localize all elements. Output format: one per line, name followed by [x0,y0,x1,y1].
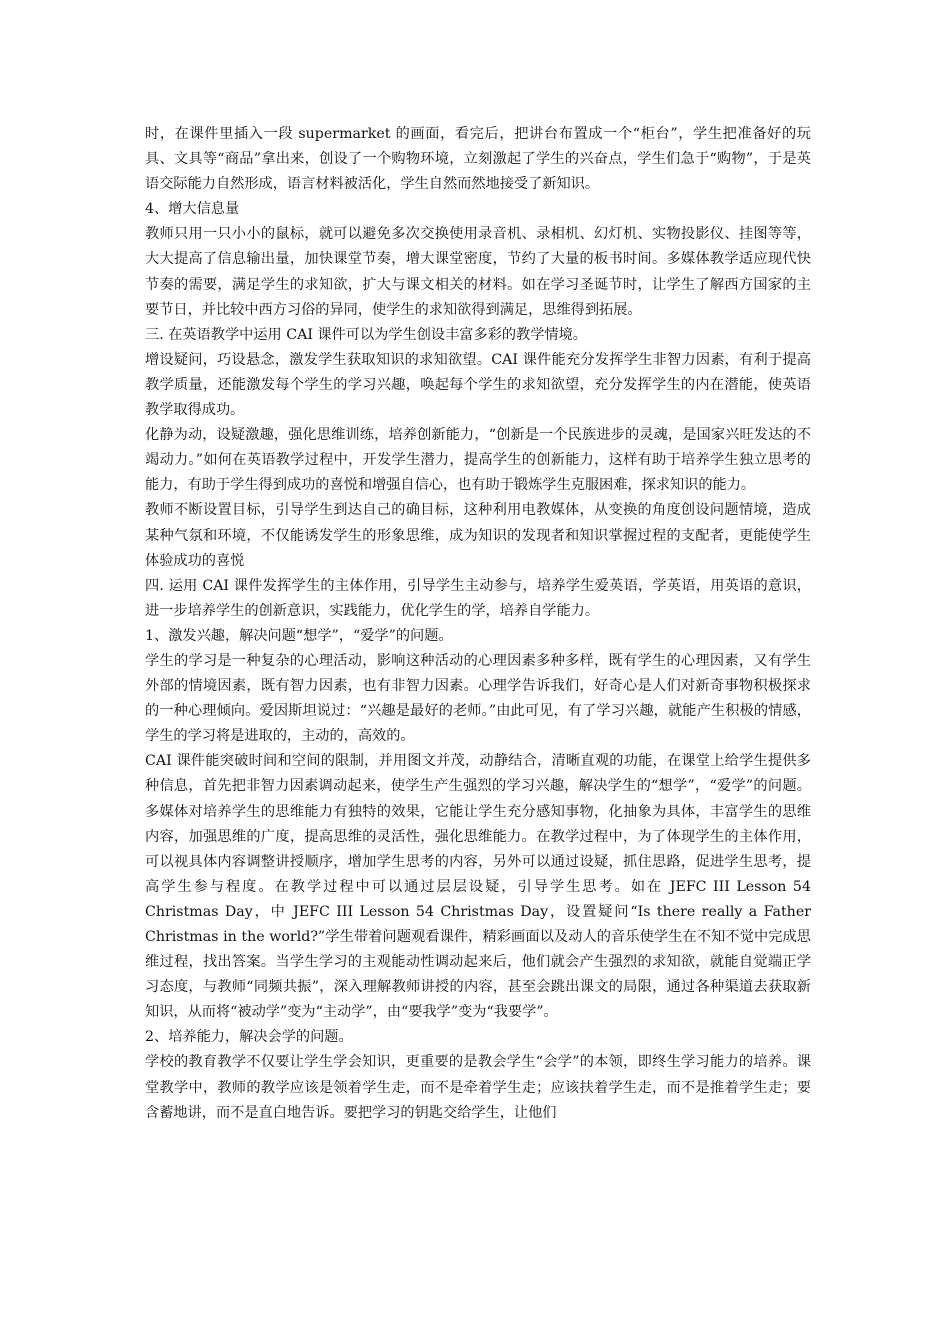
paragraph-static-to-dynamic: 化静为动，设疑激趣，强化思维训练，培养创新能力，“创新是一个民族进步的灵魂，是国家兴旺发达的不竭动力。”如何在英语教学过程中，开发学生潜力，提高学生的创新能力，这样有助于培养学生独立思考的能力，有助于学生得到成功的喜悦和增强自信心，也有助于锻炼学生克服困难，探求知识的能力。 [145,427,811,494]
paragraph-mouse-efficiency: 教师只用一只小小的鼠标，就可以避免多次交换使用录音机、录相机、幻灯机、实物投影仪、挂图等等，大大提高了信息输出量，加快课堂节奏，增大课堂密度，节约了大量的板书时间。多媒体教学适应现代快节奏的需要，满足学生的求知欲，扩大与课文相关的材料。如在学习圣诞节时，让学生了解西方国家的主要节日，并比较中西方习俗的异同，使学生的求知欲得到满足，思维得到拓展。 [145,226,811,318]
paragraph-shopping-scene: 时，在课件里插入一段 supermarket 的画面，看完后，把讲台布置成一个“柜台”，学生把准备好的玩具、文具等“商品”拿出来，创设了一个购物环境，立刻激起了学生的兴奋点，学生们急于“购物”，于是英语交际能力自然形成，语言材料被活化，学生自然而然地接受了新知识。 [145,126,811,193]
heading-stimulate-interest: 1、激发兴趣，解决问题“想学”，“爱学”的问题。 [145,627,453,644]
paragraph-questions-suspense: 增设疑问，巧设悬念，激发学生获取知识的求知欲望。CAI 课件能充分发挥学生非智力因素，有利于提高教学质量，还能激发每个学生的学习兴趣，唤起每个学生的求知欲望，充分发挥学生的内在潜能，使英语教学取得成功。 [145,351,811,419]
paragraph-set-goals: 教师不断设置目标，引导学生到达自己的确目标，这种利用电教媒体，从变换的角度创设问题情境，造成某种气氛和环境，不仅能诱发学生的形象思维，成为知识的发现者和知识掌握过程的支配者，更能使学生体验成功的喜悦 [145,502,811,569]
paragraph-cai-courseware: CAI 课件能突破时间和空间的限制，并用图文并茂，动静结合，清晰直观的功能，在课堂上给学生提供多种信息，首先把非智力因素调动起来，使学生产生强烈的学习兴趣，解决学生的“想学”，“爱学”的问题。多媒体对培养学生的思维能力有独特的效果，它能让学生充分感知事物，化抽象为具体，丰富学生的思维内容，加强思维的广度，提高思维的灵活性，强化思维能力。在教学过程中，为了体现学生的主体作用，可以视具体内容调整讲授顺序，增加学生思考的内容，另外可以通过设疑，抓住思路，促进学生思考，提高学生参与程度。在教学过程中可以通过层层设疑，引导学生思考。如在 JEFC III Lesson 54 Christmas Day，中 JEFC III Lesson 54 Christmas Day，设置疑问“Is there really a Father Christmas in the world?”学生带着问题观看课件，精彩画面以及动人的音乐使学生在不知不觉中完成思维过程，找出答案。当学生学习的主观能动性调动起来后，他们就会产生强烈的求知欲，就能自觉端正学习态度，与教师“同频共振”，深入理解教师讲授的内容，甚至会跳出课文的局限，通过各种渠道去获取新知识，从而将“被动学”变为“主动学”，由“要我学”变为“我要学”。 [145,753,811,1021]
document-page [145,122,811,1126]
section-heading-four: 四. 运用 CAI 课件发挥学生的主体作用，引导学生主动参与，培养学生爱英语，学英语，用英语的意识，进一步培养学生的创新意识，实践能力，优化学生的学，培养自学能力。 [145,577,811,619]
section-heading-three: 三. 在英语教学中运用 CAI 课件可以为学生创设丰富多彩的教学情境。 [145,326,587,343]
paragraph-school-education: 学校的教育教学不仅要让学生学会知识，更重要的是教会学生“会学”的本领，即终生学习能力的培养。课堂教学中，教师的教学应该是领着学生走，而不是牵着学生走；应该扶着学生走，而不是推着学生走；要含蓄地讲，而不是直白地告诉。要把学习的钥匙交给学生，让他们 [145,1054,811,1121]
heading-cultivate-ability: 2、培养能力，解决会学的问题。 [145,1029,353,1046]
paragraph-psychology: 学生的学习是一种复杂的心理活动，影响这种活动的心理因素多种多样，既有学生的心理因素，又有学生外部的情境因素，既有智力因素，也有非智力因素。心理学告诉我们，好奇心是人们对新奇事物积极探求的一种心理倾向。爱因斯坦说过：“兴趣是最好的老师。”由此可见，有了学习兴趣，就能产生积极的情感，学生的学习将是进取的，主动的，高效的。 [145,652,811,745]
heading-increase-information: 4、增大信息量 [145,201,240,218]
